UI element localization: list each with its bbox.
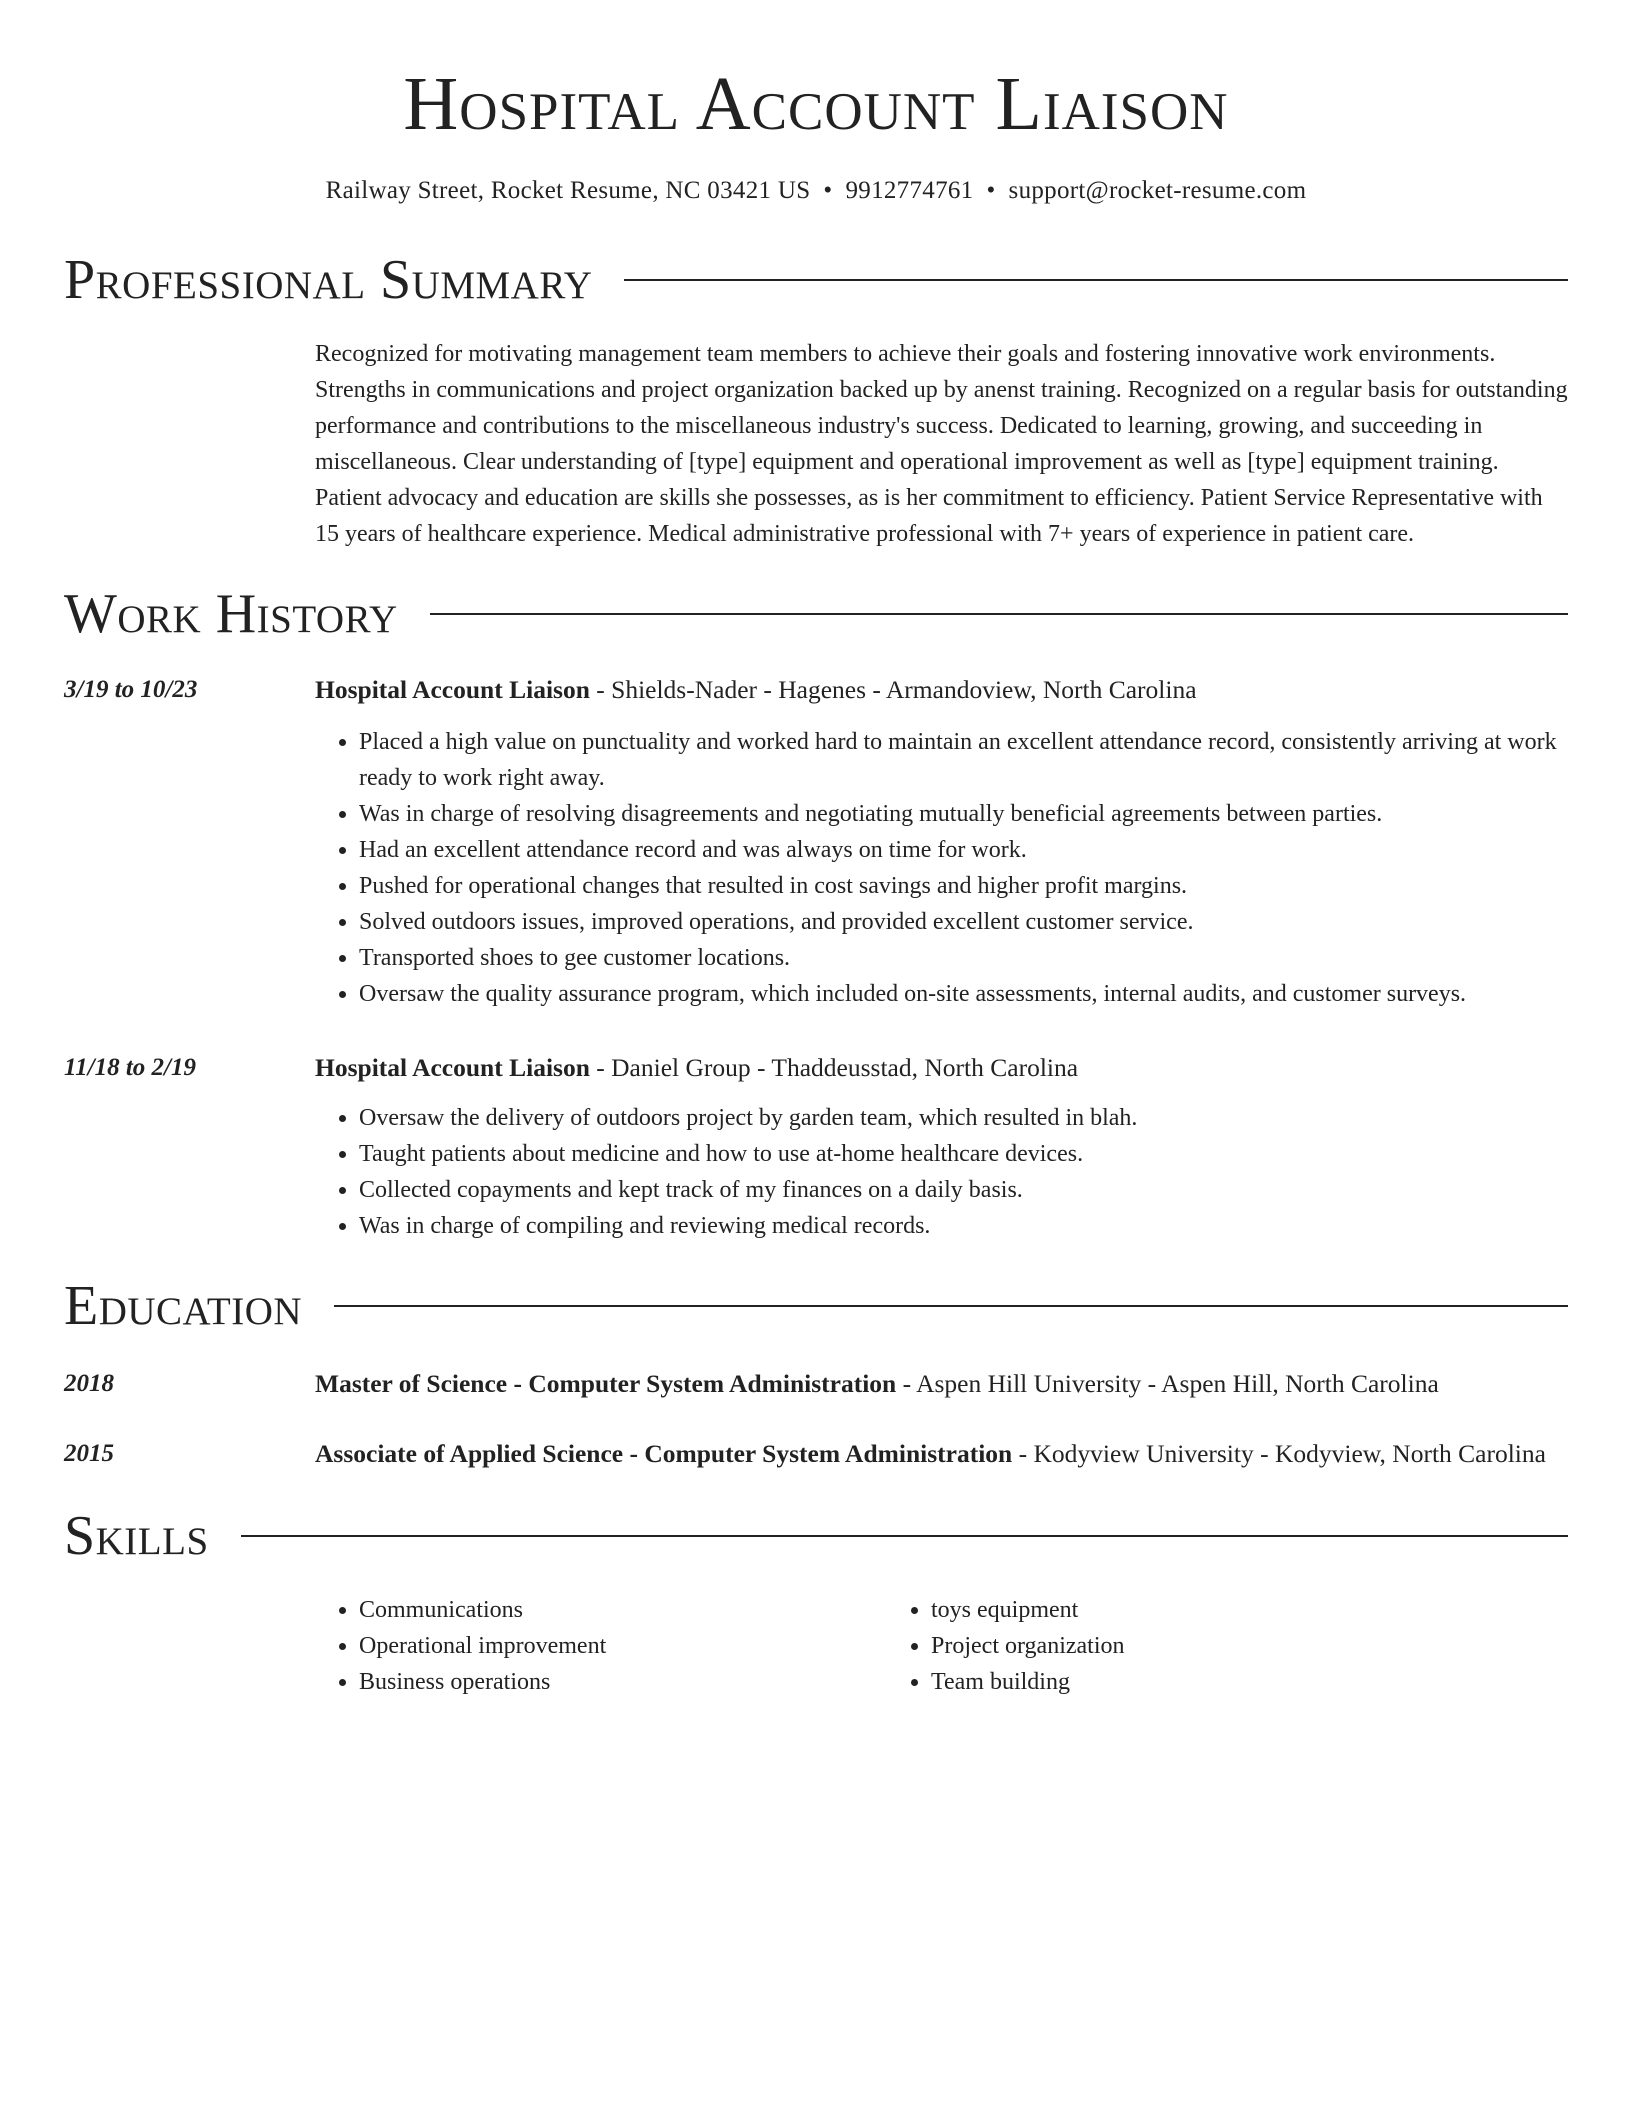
job-dates: 11/18 to 2/19: [64, 1054, 196, 1081]
summary-spacer: [64, 336, 315, 552]
skill-item: • Communications: [359, 1592, 887, 1628]
contact-phone: 9912774761: [845, 177, 974, 204]
section-header-summary: [64, 248, 1568, 312]
skills-row: [64, 1592, 1568, 1700]
skill-item: • Operational improvement: [359, 1628, 887, 1664]
list-item: • Was in charge of resolving disagreements and negotiating mutually beneficial agreements between parties.: [359, 796, 1568, 832]
summary-text: Recognized for motivating management team members to achieve their goals and fostering innovative work environments. Strengths in communications and project organization backed up by anenst training. Recognized on a regular basis for outstanding performance and contributions to the miscellaneous industry's success. Dedicated to learning, growing, and succeeding in miscellaneous. Clear understanding of [type] equipment and operational improvement as well as [type] equipment training. Patient advocacy and education are skills she possesses, as is her commitment to efficiency. Patient Service Representative with 15 years of healthcare experience. Medical administrative professional with 7+ years of experience in patient care.: [315, 341, 1568, 547]
summary-row: [64, 336, 1568, 552]
education-degree: Associate of Applied Science - Computer System Administration: [315, 1439, 1013, 1468]
contact-separator: •: [986, 177, 996, 204]
skills-grid: [315, 1592, 1568, 1700]
education-degree: Master of Science - Computer System Administration: [315, 1369, 897, 1398]
list-item: • Oversaw the quality assurance program, which included on-site assessments, internal audits, and customer surveys.: [359, 976, 1568, 1012]
job-heading: [315, 1048, 1568, 1088]
list-item: • Solved outdoors issues, improved operations, and provided excellent customer service.: [359, 904, 1568, 940]
job-bullets: [315, 724, 1568, 1012]
job-title: Hospital Account Liaison: [315, 1053, 590, 1082]
job-employer: - Shields-Nader - Hagenes - Armandoview, North Carolina: [589, 675, 1197, 704]
job-body: [315, 670, 1568, 1012]
skills-spacer: [64, 1592, 315, 1700]
job-entry: [64, 670, 1568, 1012]
job-entry: [64, 1048, 1568, 1244]
skill-item: • toys equipment: [931, 1592, 1459, 1628]
skill-item: • Team building: [931, 1664, 1459, 1700]
list-item: • Was in charge of compiling and reviewing medical records.: [359, 1208, 1568, 1244]
skills-column-2: [887, 1592, 1459, 1700]
section-divider: [241, 1535, 1568, 1537]
section-divider: [430, 613, 1568, 615]
education-entry: [64, 1434, 1568, 1474]
job-title: Hospital Account Liaison: [315, 675, 590, 704]
education-body: [315, 1434, 1568, 1474]
contact-line: [64, 174, 1568, 208]
education-body: [315, 1364, 1568, 1404]
section-header-work: [64, 582, 1568, 646]
section-header-education: [64, 1274, 1568, 1338]
job-dates: 3/19 to 10/23: [64, 676, 198, 703]
section-divider: [334, 1305, 1568, 1307]
list-item: • Transported shoes to gee customer locations.: [359, 940, 1568, 976]
education-entry: [64, 1364, 1568, 1404]
list-item: • Had an excellent attendance record and was always on time for work.: [359, 832, 1568, 868]
section-title-work: Work History: [64, 583, 398, 645]
skill-item: • Project organization: [931, 1628, 1459, 1664]
contact-address: Railway Street, Rocket Resume, NC 03421 US: [325, 177, 811, 204]
skills-column-1: [315, 1592, 887, 1700]
section-title-skills: Skills: [64, 1505, 209, 1567]
list-item: • Pushed for operational changes that resulted in cost savings and higher profit margins.: [359, 868, 1568, 904]
contact-separator: •: [823, 177, 833, 204]
education-school: - Kodyview University - Kodyview, North Carolina: [1012, 1439, 1546, 1468]
job-bullets: [315, 1100, 1568, 1244]
section-header-skills: [64, 1504, 1568, 1568]
job-employer: - Daniel Group - Thaddeusstad, North Carolina: [589, 1053, 1079, 1082]
job-heading: [315, 670, 1568, 710]
list-item: • Placed a high value on punctuality and worked hard to maintain an excellent attendance record, consistently arriving at work ready to work right away.: [359, 724, 1568, 796]
contact-email: support@rocket-resume.com: [1008, 177, 1307, 204]
education-year: 2018: [64, 1370, 114, 1397]
section-divider: [624, 279, 1568, 281]
skill-item: • Business operations: [359, 1664, 887, 1700]
section-title-summary: Professional Summary: [64, 249, 593, 311]
resume-name: Hospital Account Liaison: [403, 62, 1229, 146]
list-item: • Oversaw the delivery of outdoors project by garden team, which resulted in blah.: [359, 1100, 1568, 1136]
job-body: [315, 1048, 1568, 1244]
list-item: • Taught patients about medicine and how to use at-home healthcare devices.: [359, 1136, 1568, 1172]
list-item: • Collected copayments and kept track of my finances on a daily basis.: [359, 1172, 1568, 1208]
section-title-education: Education: [64, 1275, 303, 1337]
education-school: - Aspen Hill University - Aspen Hill, North Carolina: [896, 1369, 1439, 1398]
education-year: 2015: [64, 1440, 114, 1467]
